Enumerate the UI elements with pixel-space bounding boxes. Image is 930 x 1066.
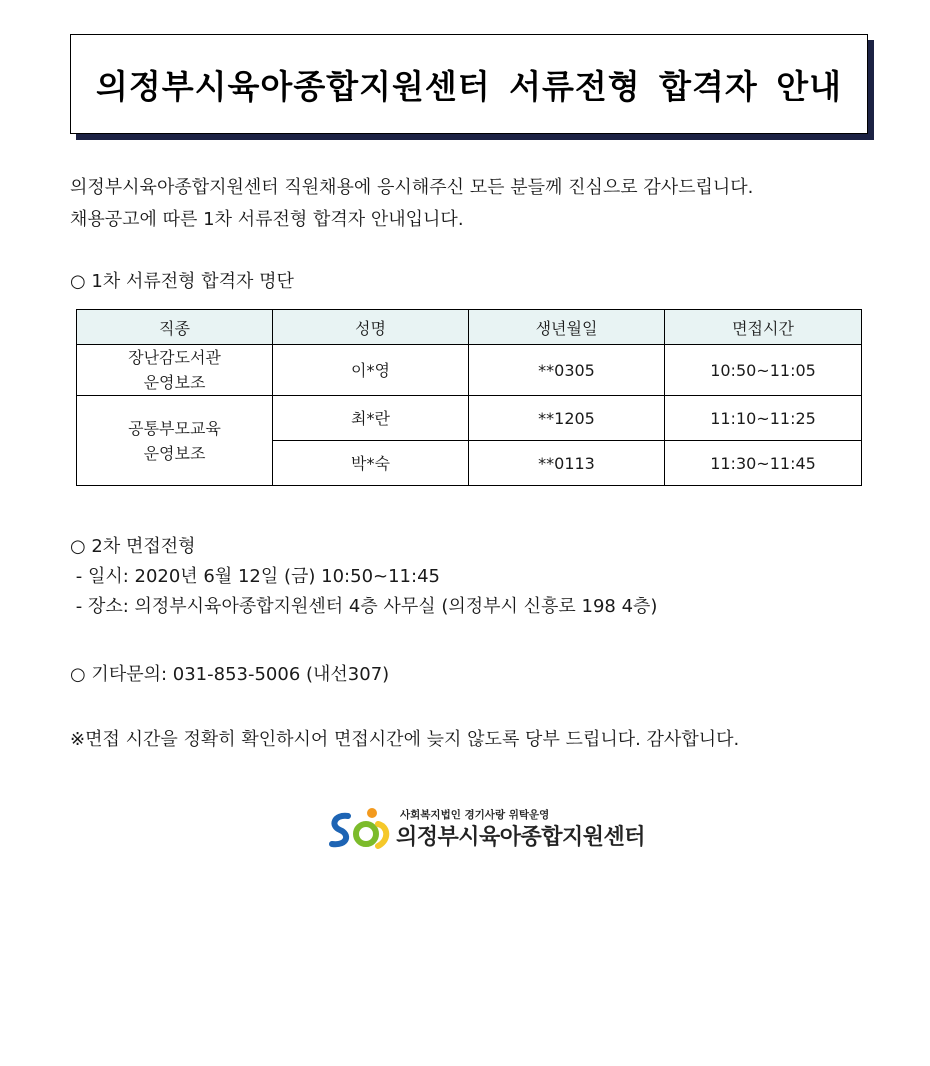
section-contact [70, 660, 389, 690]
section-document-screening [70, 267, 294, 297]
header-name: 성명 [273, 310, 469, 345]
intro-line-1: 의정부시육아종합지원센터 직원채용에 응시해주신 모든 분들께 진심으로 감사드립니다. [70, 177, 754, 198]
header-interview-time: 면접시간 [665, 310, 862, 345]
time-cell: 11:10~11:25 [665, 396, 862, 441]
name-cell: 이*영 [273, 345, 469, 396]
logo-subtitle: 사회복지법인 경기사랑 위탁운영 [400, 809, 550, 821]
interview-date: - 일시: 2020년 6월 12일 (금) 10:50~11:45 [70, 566, 440, 587]
job-line: 운영보조 [143, 373, 206, 392]
job-cell [77, 345, 273, 396]
intro-line-2: 채용공고에 따른 1차 서류전형 합격자 안내입니다. [70, 209, 464, 230]
logo-name: 의정부시육아종합지원센터 [396, 825, 646, 850]
time-cell: 10:50~11:05 [665, 345, 862, 396]
page-title: 의정부시육아종합지원센터 서류전형 합격자 안내 [96, 66, 842, 106]
job-line: 공통부모교육 [128, 418, 221, 438]
birth-cell: **0305 [469, 345, 665, 396]
header-birth: 생년월일 [469, 310, 665, 345]
birth-cell: **1205 [469, 396, 665, 441]
table-row [77, 345, 862, 396]
job-line: 장난감도서관 [128, 348, 221, 367]
name-cell: 박*숙 [273, 441, 469, 486]
center-logo [328, 806, 658, 852]
interview-place: - 장소: 의정부시육아종합지원센터 4층 사무실 (의정부시 신흥로 198 4층) [70, 596, 658, 617]
section-interview [70, 532, 657, 622]
birth-cell: **0113 [469, 441, 665, 486]
name-cell: 최*란 [273, 396, 469, 441]
intro-text [70, 172, 870, 236]
notice [70, 725, 739, 755]
title-box [70, 34, 868, 134]
table-header-row [77, 310, 862, 345]
time-cell: 11:30~11:45 [665, 441, 862, 486]
job-line: 운영보조 [143, 443, 206, 463]
header-job: 직종 [77, 310, 273, 345]
section-heading: ○ 2차 면접전형 [70, 536, 196, 557]
contact-text: ○ 기타문의: 031-853-5006 (내선307) [70, 664, 390, 685]
notice-text: ※면접 시간을 정확히 확인하시어 면접시간에 늦지 않도록 당부 드립니다. 감사합니다. [70, 729, 740, 750]
result-table [76, 309, 862, 486]
table-row [77, 396, 862, 441]
section-heading: ○ 1차 서류전형 합격자 명단 [70, 271, 294, 292]
job-cell [77, 396, 273, 486]
logo-mark-icon [328, 806, 394, 850]
